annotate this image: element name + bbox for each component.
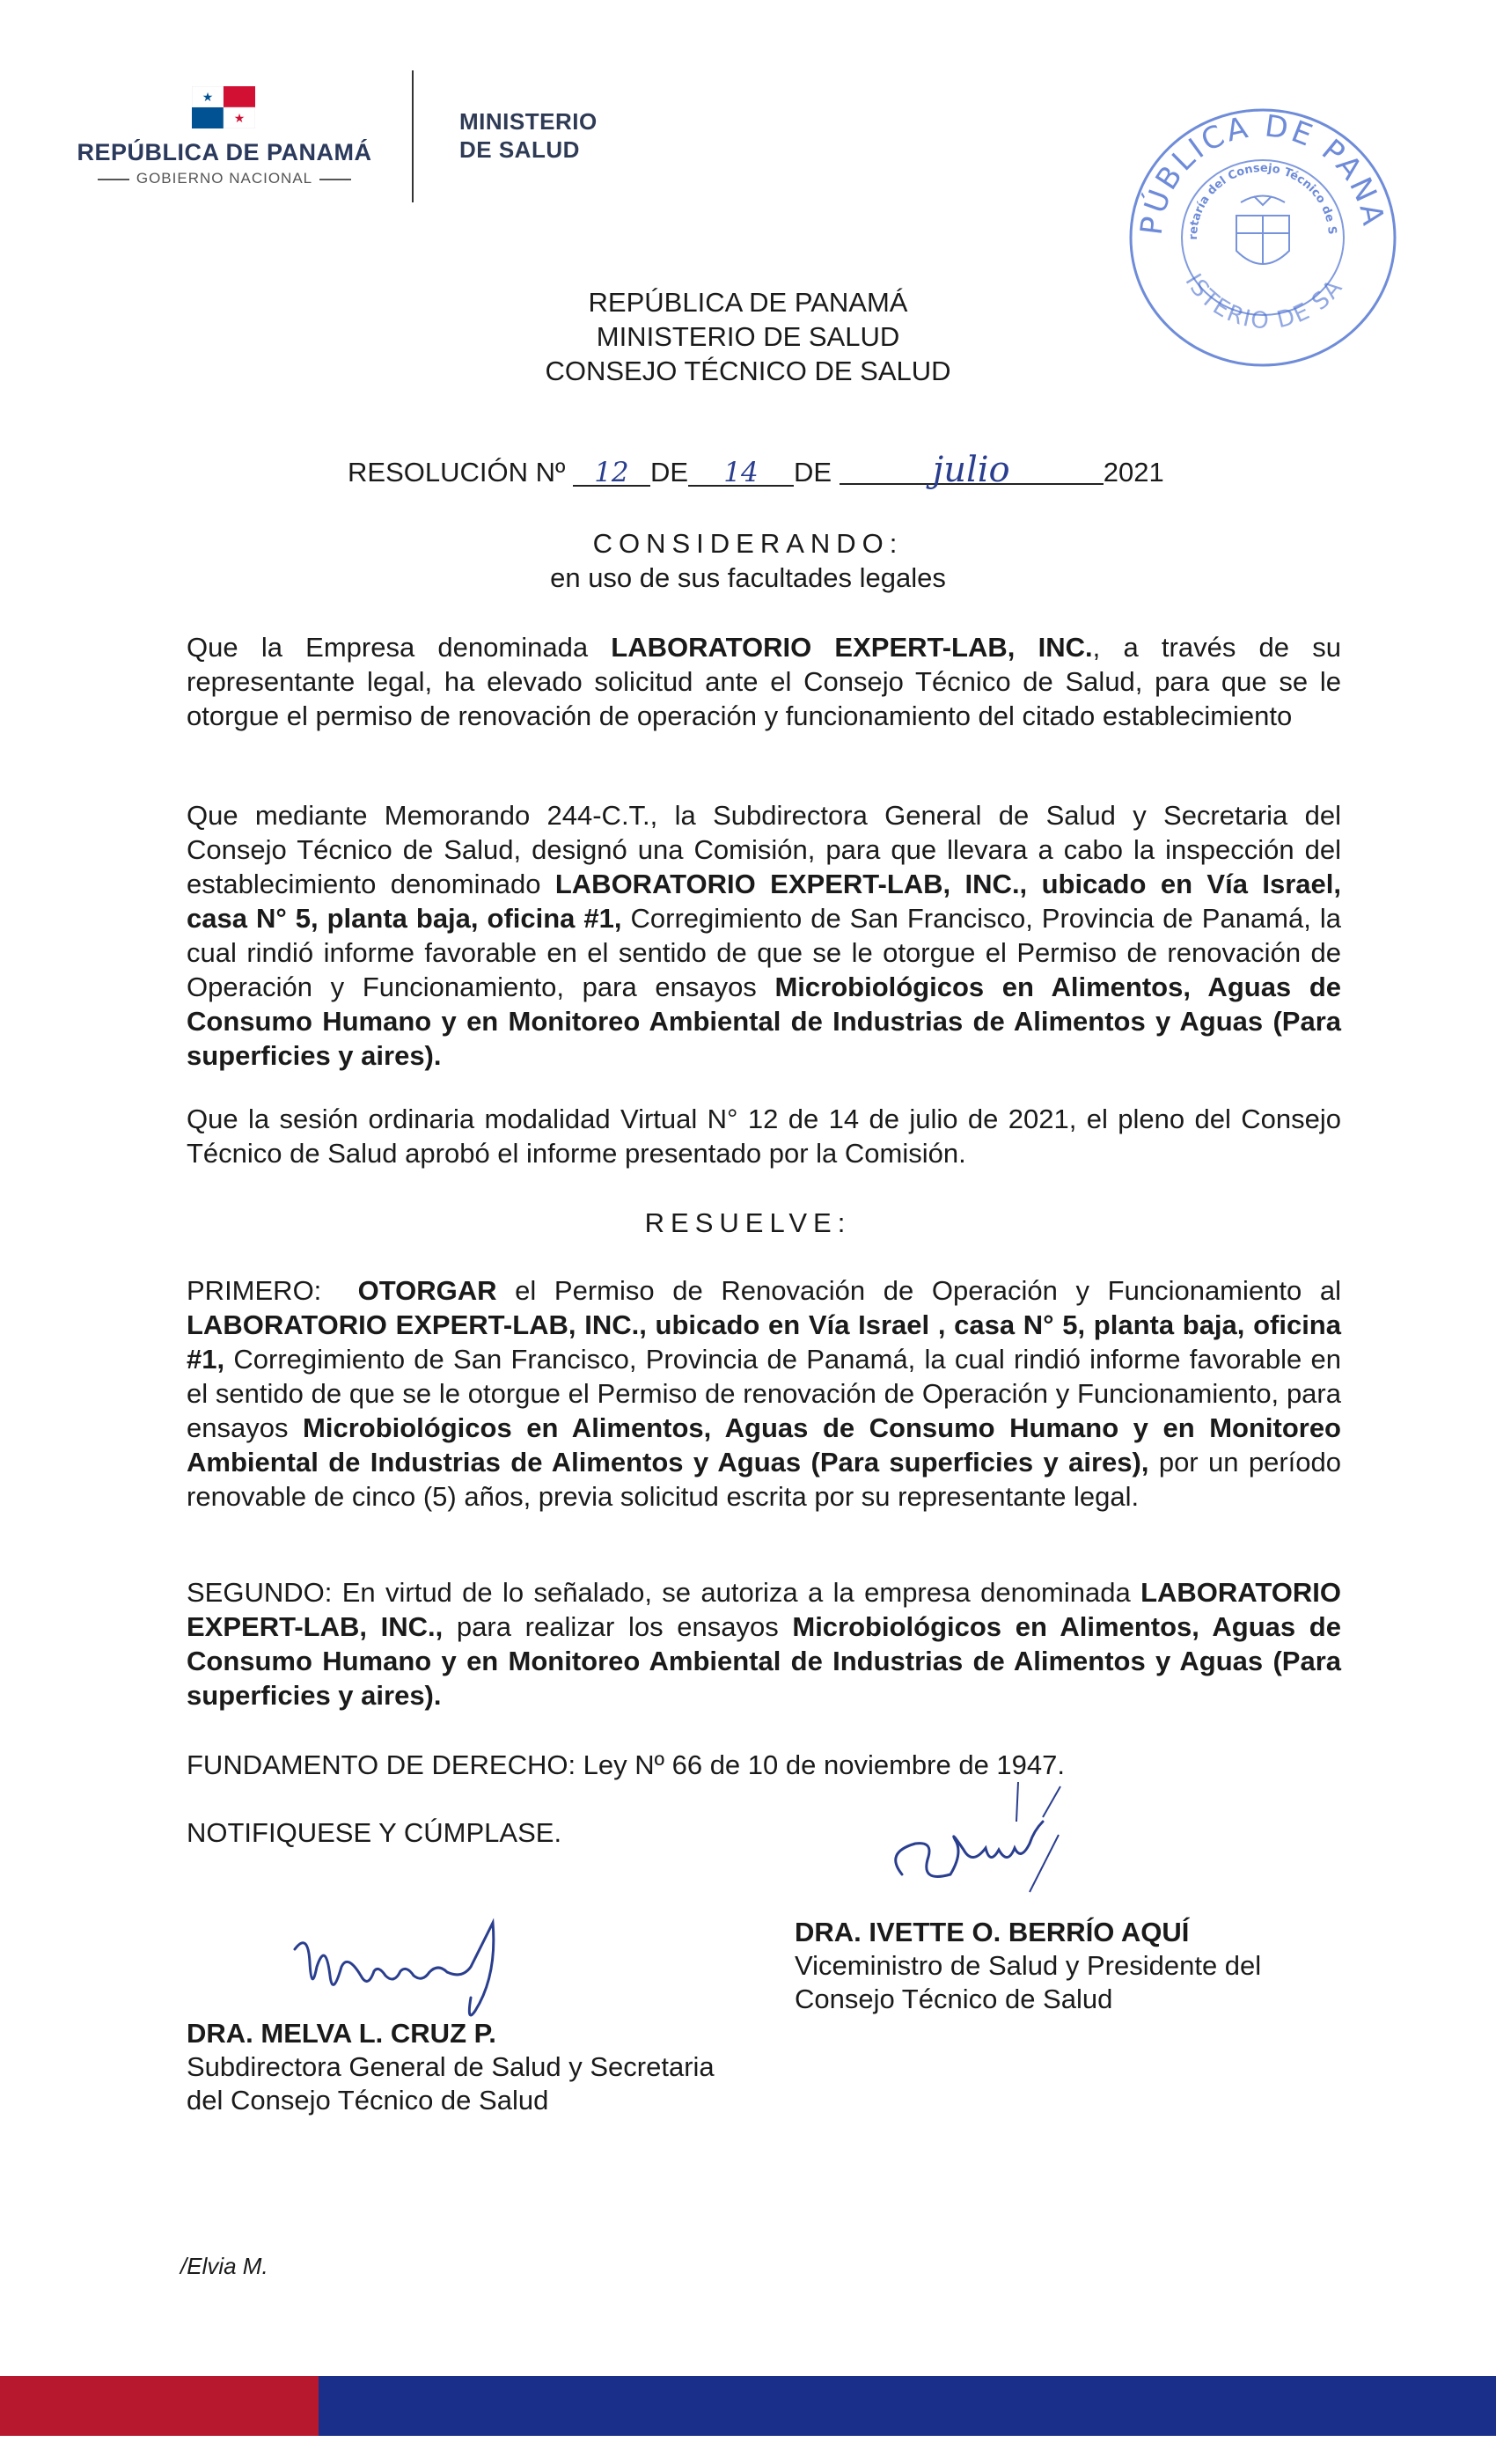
- resolution-year: 2021: [1103, 457, 1164, 488]
- primero-otorgar: OTORGAR: [357, 1275, 497, 1306]
- right-signatory-title-1: Viceministro de Salud y Presidente del: [795, 1950, 1262, 1981]
- p2-company-location: LABORATORIO EXPERT-LAB, INC., ubicado en Vía Israel, casa N° 5, planta baja, oficina #1,: [187, 869, 1341, 934]
- republic-title: REPÚBLICA DE PANAMÁ: [77, 139, 372, 165]
- government-subtitle: [66, 170, 383, 187]
- article-segundo: [187, 1575, 1341, 1712]
- paragraph-1: [187, 630, 1341, 733]
- paragraph-3: Que la sesión ordinaria modalidad Virtual N° 12 de 14 de julio de 2021, el pleno del Consejo Técnico de Salud aprobó el informe presentado por la Comisión.: [187, 1104, 1341, 1169]
- left-signatory-title-2: del Consejo Técnico de Salud: [187, 2085, 549, 2116]
- primero-text-f: por un período renovable de cinco (5) años, previa solicitud escrita por su representante legal.: [187, 1447, 1342, 1512]
- resuelve-title: [0, 1206, 1496, 1240]
- p1-text-c: , a través de su representante legal, ha elevado solicitud ante el Consejo Técnico de Salud, para que se le otorgue el permiso de renovación de operación y funcionamiento del citado establecimiento: [187, 632, 1341, 731]
- stamp-outer-text: PÚBLICA DE PANA: [1133, 108, 1391, 238]
- paragraph-2: [187, 798, 1341, 1073]
- segundo-text-a: SEGUNDO: En virtud de lo señalado, se autoriza a la empresa denominada: [187, 1577, 1141, 1608]
- primero-company-location: LABORATORIO EXPERT-LAB, INC., ubicado en Vía Israel , casa N° 5, planta baja, oficina #1,: [187, 1309, 1341, 1375]
- resolution-de-1: DE: [649, 457, 689, 488]
- p1-text-a: Que la Empresa denominada: [187, 632, 612, 663]
- left-signatory-name: DRA. MELVA L. CRUZ P.: [187, 2018, 496, 2049]
- primero-label: PRIMERO:: [187, 1275, 322, 1306]
- primero-text-b: el Permiso de Renovación de Operación y Funcionamiento al: [496, 1275, 1341, 1306]
- primero-test-types: Microbiológicos en Alimentos, Aguas de Consumo Humano y en Monitoreo Ambiental de Industrias de Alimentos y Aguas (Para superficies y aires),: [187, 1412, 1341, 1478]
- footer-bar-red: [0, 2376, 319, 2436]
- right-signatory: [795, 1916, 1261, 2016]
- resolution-de-2: DE: [794, 457, 832, 488]
- svg-text:★: ★: [202, 91, 214, 105]
- right-signature: [867, 1769, 1096, 1918]
- footer-bar-blue: [319, 2376, 1496, 2436]
- resolution-day: 14: [723, 457, 759, 488]
- considerando-block: [0, 526, 1496, 595]
- resolution-number: 12: [594, 457, 629, 488]
- considerando-title: CONSIDERANDO:: [592, 528, 904, 559]
- panama-flag: [192, 86, 255, 128]
- p1-company-name: LABORATORIO EXPERT-LAB, INC.: [611, 632, 1093, 663]
- typist-initials: /Elvia M.: [180, 2253, 268, 2279]
- heading-line-3: CONSEJO TÉCNICO DE SALUD: [545, 356, 951, 386]
- legal-basis: FUNDAMENTO DE DERECHO: Ley Nº 66 de 10 de noviembre de 1947.: [187, 1749, 1065, 1780]
- primero-text-d: Corregimiento de San Francisco, Provincia de Panamá, la cual rindió informe favorable en el sentido de que se le otorgue el Permiso de renovación de Operación y Funcionamiento, para ensayos: [187, 1344, 1341, 1443]
- handwritten-signature-icon: [867, 1769, 1096, 1918]
- header-divider: [412, 70, 414, 202]
- ministry-line-1: MINISTERIO: [459, 108, 598, 135]
- segundo-test-types: Microbiológicos en Alimentos, Aguas de Consumo Humano y en Monitoreo Ambiental de Industrias de Alimentos y Aguas (Para superficies y aires).: [187, 1611, 1341, 1711]
- right-signatory-title-2: Consejo Técnico de Salud: [795, 1984, 1113, 2014]
- ministry-logo-text: [459, 107, 598, 164]
- svg-text:★: ★: [233, 112, 246, 126]
- segundo-text-c: para realizar los ensayos: [443, 1611, 793, 1642]
- resolution-line: [348, 450, 1164, 490]
- considerando-subtitle: en uso de sus facultades legales: [550, 562, 946, 593]
- article-primero: [187, 1273, 1341, 1514]
- notification-line: NOTIFIQUESE Y CÚMPLASE.: [187, 1817, 562, 1848]
- stamp-inner-text: retaría del Consejo Técnico de S: [1186, 161, 1339, 240]
- flag-icon: [192, 86, 255, 128]
- resuelve-title-text: RESUELVE:: [644, 1207, 852, 1238]
- segundo-company-name: LABORATORIO EXPERT-LAB, INC.,: [187, 1577, 1341, 1642]
- resolution-month: julio: [932, 450, 1010, 490]
- p2-text-a: Que mediante Memorando 244-C.T., la Subdirectora General de Salud y Secretaria del Consejo Técnico de Salud, designó una Comisión, para que llevara a cabo la inspección del establecimiento denominado: [187, 800, 1341, 899]
- republic-brand: [66, 139, 383, 187]
- heading-line-1: REPÚBLICA DE PANAMÁ: [588, 287, 908, 318]
- stamp-bottom-text: ISTERIO DE SA: [1179, 269, 1349, 335]
- ministry-line-2: DE SALUD: [459, 136, 580, 163]
- right-signatory-name: DRA. IVETTE O. BERRÍO AQUÍ: [795, 1917, 1190, 1947]
- document-heading: [0, 285, 1496, 388]
- left-signatory-title-1: Subdirectora General de Salud y Secretaria: [187, 2051, 715, 2082]
- resolution-prefix: RESOLUCIÓN Nº: [348, 457, 566, 488]
- heading-line-2: MINISTERIO DE SALUD: [596, 321, 900, 352]
- p2-text-c: Corregimiento de San Francisco, Provincia de Panamá, la cual rindió informe favorable en el sentido de que se le otorgue el Permiso de renovación de Operación y Funcionamiento, para ensayos: [187, 903, 1341, 1002]
- p2-test-types: Microbiológicos en Alimentos, Aguas de Consumo Humano y en Monitoreo Ambiental de Industrias de Alimentos y Aguas (Para superficies y aires).: [187, 972, 1341, 1071]
- left-signatory: [187, 2017, 715, 2117]
- government-subtitle-text: GOBIERNO NACIONAL: [136, 170, 313, 187]
